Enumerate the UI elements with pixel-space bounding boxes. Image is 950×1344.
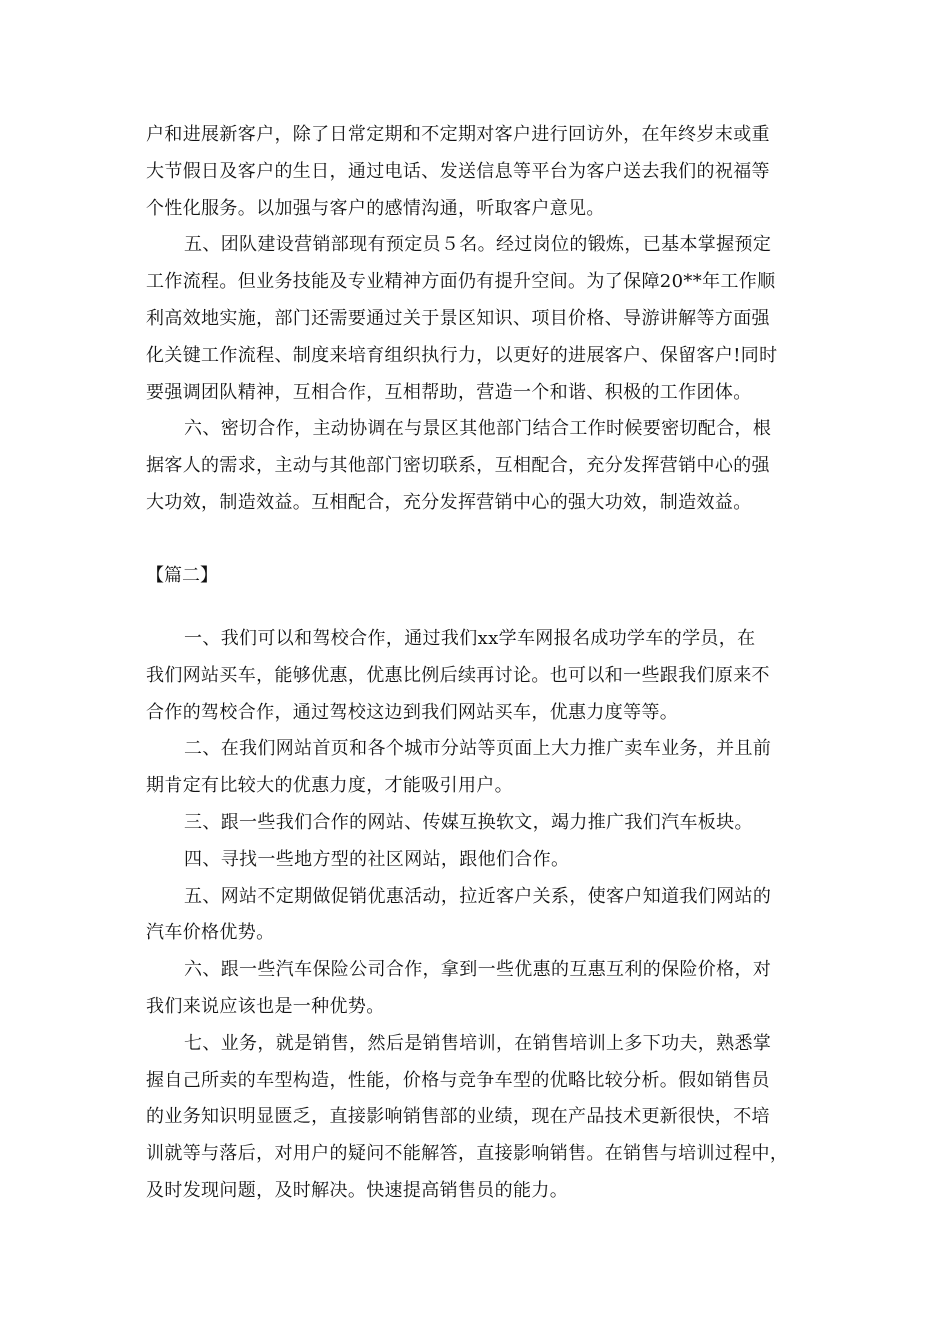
body-text-part-2 [146,621,814,1210]
paragraph-first-line: 一、我们可以和驾校合作，通过我们xx学车网报名成功学车的学员，在 [184,628,756,649]
text-line: 训就等与落后，对用户的疑问不能解答，直接影响销售。在销售与培训过程中， [146,1143,789,1165]
text-line: 工作流程。但业务技能及专业精神方面仍有提升空间。为了保障20**年工作顺 [146,271,776,293]
text-line: 利高效地实施，部门还需要通过关于景区知识、项目价格、导游讲解等方面强 [146,307,770,329]
paragraph-first-line: 五、网站不定期做促销优惠活动，拉近客户关系，使客户知道我们网站的 [184,885,772,907]
paragraph-first-line: 三、跟一些我们合作的网站、传媒互换软文，竭力推广我们汽车板块。 [184,811,753,833]
text-line: 期肯定有比较大的优惠力度，才能吸引用户。 [146,775,513,797]
text-line: 我们网站买车，能够优惠，优惠比例后续再讨论。也可以和一些跟我们原来不 [146,664,770,686]
paragraph-first-line: 六、密切合作，主动协调在与景区其他部门结合工作时候要密切配合，根 [184,418,772,440]
text-line: 据客人的需求，主动与其他部门密切联系，互相配合，充分发挥营销中心的强 [146,455,770,477]
text-line: 要强调团队精神，互相合作，互相帮助，营造一个和谐、积极的工作团体。 [146,381,752,403]
paragraph-first-line: 五、团队建设营销部现有预定员５名。经过岗位的锻炼，已基本掌握预定 [184,234,772,256]
text-line: 握自己所卖的车型构造，性能，价格与竞争车型的优略比较分析。假如销售员 [146,1069,770,1091]
text-line: 化关键工作流程、制度来培育组织执行力，以更好的进展客户、保留客户!同时 [146,344,778,366]
text-line: 我们来说应该也是一种优势。 [146,995,385,1017]
text-line: 户和进展新客户，除了日常定期和不定期对客户进行回访外，在年终岁末或重 [146,124,770,145]
paragraph-first-line: 二、在我们网站首页和各个城市分站等页面上大力推广卖车业务，并且前 [184,738,772,760]
text-line: 合作的驾校合作，通过驾校这边到我们网站买车，优惠力度等等。 [146,701,679,723]
section-heading: 【篇二】 [146,565,218,586]
paragraph-first-line: 四、寻找一些地方型的社区网站，跟他们合作。 [184,848,570,870]
text-line: 汽车价格优势。 [146,922,275,944]
paragraph-first-line: 七、业务，就是销售，然后是销售培训，在销售培训上多下功夫，熟悉掌 [184,1032,772,1054]
text-line: 及时发现问题，及时解决。快速提高销售员的能力。 [146,1179,569,1201]
body-text-part-1 [146,117,814,522]
text-line: 大功效，制造效益。互相配合，充分发挥营销中心的强大功效，制造效益。 [146,491,752,513]
paragraph-first-line: 六、跟一些汽车保险公司合作，拿到一些优惠的互惠互利的保险价格，对 [184,959,772,981]
text-line: 大节假日及客户的生日，通过电话、发送信息等平台为客户送去我们的祝福等 [146,160,770,182]
text-line: 个性化服务。以加强与客户的感情沟通，听取客户意见。 [146,197,605,219]
text-line: 的业务知识明显匮乏，直接影响销售部的业绩，现在产品技术更新很快，不培 [146,1106,770,1128]
